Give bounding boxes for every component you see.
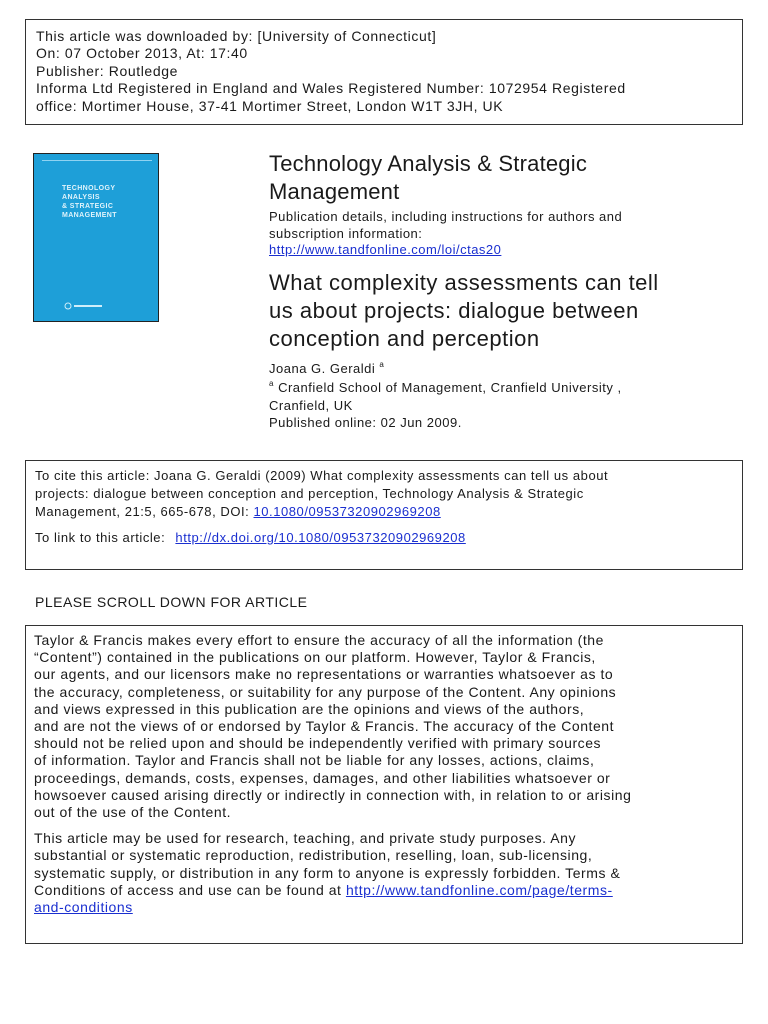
- cover-title-line: ANALYSIS: [62, 194, 100, 201]
- publisher-logo-icon: [64, 302, 104, 310]
- doi-link[interactable]: 10.1080/09537320902969208: [253, 504, 441, 519]
- disclaimer-line: our agents, and our licensors make no representations or warranties whatsoever as to: [34, 666, 614, 683]
- citation-box: [25, 460, 743, 570]
- journal-info: [269, 150, 739, 432]
- journal-cover-image: [33, 153, 159, 322]
- link-to-article-label: To link to this article:: [35, 530, 166, 545]
- author-name: Joana G. Geraldi: [269, 360, 376, 376]
- disclaimer-line: the accuracy, completeness, or suitability for any purpose of the Content. Any opinions: [34, 683, 617, 700]
- citation-line: projects: dialogue between conception and perception, Technology Analysis & Strategic: [35, 486, 584, 501]
- disclaimer-line: should not be relied upon and should be independently verified with primary sources: [34, 735, 602, 752]
- cover-title-line: & STRATEGIC: [62, 203, 114, 210]
- affiliation-line: Cranfield, UK: [269, 397, 353, 413]
- terms-link-continued[interactable]: and-conditions: [34, 899, 133, 916]
- download-info-line: This article was downloaded by: [University of Connecticut]: [36, 28, 437, 44]
- author: [269, 360, 739, 378]
- terms-line: This article may be used for research, teaching, and private study purposes. Any: [34, 830, 577, 847]
- disclaimer-line: of information. Taylor and Francis shall not be liable for any losses, actions, claims,: [34, 752, 595, 769]
- disclaimer-line: “Content”) contained in the publications on our platform. However, Taylor & Francis,: [34, 649, 596, 666]
- disclaimer-line: and views expressed in this publication are the opinions and views of the authors,: [34, 700, 585, 717]
- cover-title-line: TECHNOLOGY: [62, 185, 116, 192]
- article-title-line: What complexity assessments can tell: [269, 269, 659, 295]
- article-title-line: conception and perception: [269, 325, 540, 351]
- cover-strip: [42, 160, 152, 166]
- publication-details-line: subscription information:: [269, 225, 423, 241]
- journal-title: [269, 150, 739, 206]
- download-info-line: On: 07 October 2013, At: 17:40: [36, 45, 248, 62]
- disclaimer-paragraph: [34, 632, 734, 821]
- article-url-link[interactable]: http://dx.doi.org/10.1080/09537320902969208: [175, 530, 466, 545]
- terms-line: systematic supply, or distribution in any form to anyone is expressly forbidden. Terms &: [34, 864, 621, 881]
- disclaimer-box: [25, 625, 743, 944]
- disclaimer-line: proceedings, demands, costs, expenses, damages, and other liabilities whatsoever or: [34, 769, 611, 786]
- journal-title-line: Management: [269, 179, 400, 204]
- disclaimer-line: and are not the views of or endorsed by Taylor & Francis. The accuracy of the Content: [34, 718, 615, 735]
- cover-title-line: MANAGEMENT: [62, 212, 117, 219]
- journal-url-link[interactable]: http://www.tandfonline.com/loi/ctas20: [269, 242, 502, 257]
- citation-line: To cite this article: Joana G. Geraldi (2009) What complexity assessments can tell us about: [35, 468, 609, 483]
- citation-line: Management, 21:5, 665-678, DOI:: [35, 504, 254, 519]
- publication-details: [269, 209, 739, 242]
- affiliation: [269, 379, 739, 414]
- author-affiliation-marker: a: [379, 359, 385, 369]
- publication-details-line: Publication details, including instructions for authors and: [269, 209, 623, 224]
- download-info-line: Publisher: Routledge: [36, 62, 178, 79]
- terms-paragraph: [34, 830, 734, 916]
- scroll-down-note: PLEASE SCROLL DOWN FOR ARTICLE: [35, 594, 308, 610]
- terms-line: substantial or systematic reproduction, redistribution, reselling, loan, sub-licensing,: [34, 847, 593, 864]
- affiliation-marker: a: [269, 379, 274, 388]
- disclaimer-line: Taylor & Francis makes every effort to ensure the accuracy of all the information (the: [34, 632, 604, 648]
- cover-title: [62, 184, 117, 220]
- terms-line: Conditions of access and use can be found at: [34, 881, 346, 898]
- journal-title-line: Technology Analysis & Strategic: [269, 151, 588, 176]
- terms-link[interactable]: http://www.tandfonline.com/page/terms-: [345, 881, 613, 898]
- article-title: [269, 269, 739, 353]
- download-info-line: Informa Ltd Registered in England and Wales Registered Number: 1072954 Registered: [36, 80, 626, 97]
- affiliation-line: Cranfield School of Management, Cranfield University ,: [278, 380, 622, 395]
- download-info-line: office: Mortimer House, 37-41 Mortimer Street, London W1T 3JH, UK: [36, 97, 504, 114]
- disclaimer-line: howsoever caused arising directly or indirectly in connection with, in relation to or arising: [34, 786, 632, 803]
- article-title-line: us about projects: dialogue between: [269, 297, 639, 323]
- published-date: Published online: 02 Jun 2009.: [269, 415, 462, 430]
- download-info-box: [25, 19, 743, 125]
- disclaimer-line: out of the use of the Content.: [34, 804, 232, 821]
